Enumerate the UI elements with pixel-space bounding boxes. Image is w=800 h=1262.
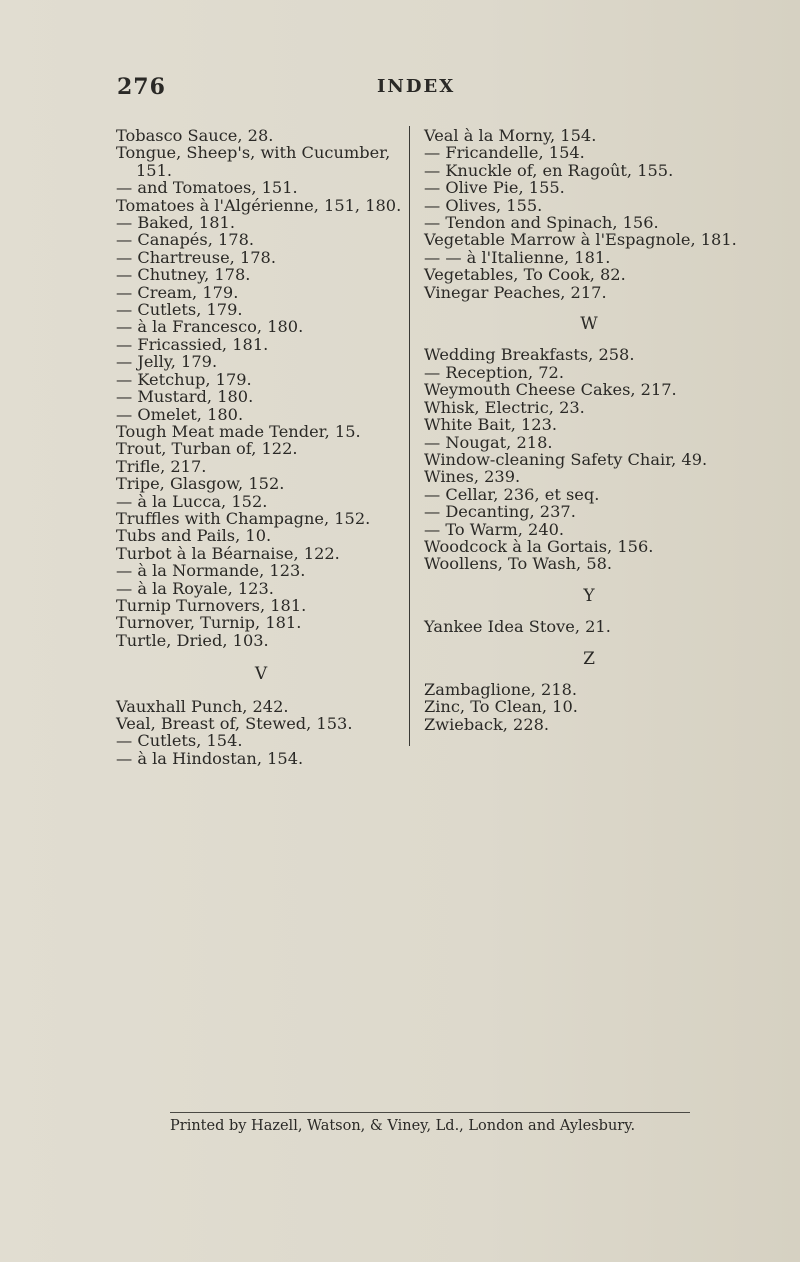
index-entry: Turnover, Turnip, 181. <box>116 613 302 633</box>
index-entry: Yankee Idea Stove, 21. <box>424 617 611 637</box>
index-entry: — Nougat, 218. <box>424 432 553 452</box>
index-entry: Tubs and Pails, 10. <box>116 526 272 546</box>
index-entry: — Decanting, 237. <box>424 502 576 522</box>
column-divider <box>409 126 410 746</box>
index-entry: — Olives, 155. <box>424 195 543 215</box>
index-entry: — — à l'Italienne, 181. <box>424 247 611 267</box>
index-entry: — à la Francesco, 180. <box>116 317 304 337</box>
index-entry: Trout, Turban of, 122. <box>116 439 298 459</box>
index-entry: Tomatoes à l'Algérienne, 151, 180. <box>116 195 402 215</box>
index-entry: Vauxhall Punch, 242. <box>116 696 289 716</box>
index-entry: Tongue, Sheep's, with Cucumber, 151. <box>116 143 391 180</box>
index-entry: Wines, 239. <box>424 467 521 487</box>
index-entry: Window-cleaning Safety Chair, 49. <box>424 449 708 469</box>
index-entry: Trifle, 217. <box>116 456 207 476</box>
index-entry: — Knuckle of, en Ragoût, 155. <box>424 160 674 180</box>
index-entry: — Reception, 72. <box>424 362 564 382</box>
index-entry: Tough Meat made Tender, 15. <box>116 421 361 441</box>
index-entry: Zinc, To Clean, 10. <box>424 697 578 717</box>
index-entry: — Chutney, 178. <box>116 265 251 285</box>
index-entry: Wedding Breakfasts, 258. <box>424 345 635 365</box>
running-head: INDEX <box>377 76 456 97</box>
section-letter: W <box>580 314 598 335</box>
index-entry: Turnip Turnovers, 181. <box>116 595 307 615</box>
index-entry: — Olive Pie, 155. <box>424 178 565 198</box>
page-header <box>0 74 800 104</box>
index-entry: Whisk, Electric, 23. <box>424 397 585 417</box>
index-entry: — Mustard, 180. <box>116 387 254 407</box>
index-entry: Tobasco Sauce, 28. <box>116 126 274 145</box>
index-entry: — Cellar, 236, et seq. <box>424 484 600 504</box>
index-entry: Veal, Breast of, Stewed, 153. <box>116 714 353 733</box>
index-entry: — Cutlets, 154. <box>116 731 243 751</box>
index-entry: Vegetables, To Cook, 82. <box>424 265 626 285</box>
index-entry: Truffles with Champagne, 152. <box>116 508 371 528</box>
section-letter: Y <box>583 585 595 606</box>
index-column-left <box>116 127 406 767</box>
index-entry: — Tendon and Spinach, 156. <box>424 213 659 233</box>
index-entry: — à la Royale, 123. <box>116 578 274 598</box>
index-entry: Woollens, To Wash, 58. <box>424 554 613 574</box>
index-entry: — Omelet, 180. <box>116 404 244 424</box>
index-entry: — Cutlets, 179. <box>116 300 243 320</box>
index-entry: Vinegar Peaches, 217. <box>424 282 607 302</box>
index-entry: — and Tomatoes, 151. <box>116 178 298 198</box>
index-entry: Turtle, Dried, 103. <box>116 630 269 650</box>
printer-imprint: Printed by Hazell, Watson, & Viney, Ld., London and Aylesbury. <box>170 1112 690 1134</box>
page-number: 276 <box>117 74 166 100</box>
index-entry: — Ketchup, 179. <box>116 369 252 389</box>
index-entry: — Baked, 181. <box>116 213 235 233</box>
index-entry: Veal à la Morny, 154. <box>424 126 597 145</box>
index-entry: — à la Hindostan, 154. <box>116 748 304 768</box>
index-entry: Tripe, Glasgow, 152. <box>116 474 285 494</box>
index-entry: — Chartreuse, 178. <box>116 247 277 267</box>
index-entry: Weymouth Cheese Cakes, 217. <box>424 380 677 400</box>
index-entry: Vegetable Marrow à l'Espagnole, 181. <box>424 230 737 250</box>
index-entry: — à la Normande, 123. <box>116 561 306 581</box>
index-entry: — Canapés, 178. <box>116 230 255 250</box>
index-column-right <box>424 127 754 733</box>
index-entry: Woodcock à la Gortais, 156. <box>424 536 654 556</box>
index-entry: — Fricandelle, 154. <box>424 143 585 163</box>
section-letter: Z <box>583 648 595 669</box>
index-entry: — To Warm, 240. <box>424 519 565 539</box>
index-entry: White Bait, 123. <box>424 415 558 435</box>
section-letter: V <box>254 664 268 685</box>
index-entry: Zambaglione, 218. <box>424 679 578 699</box>
index-entry: — Jelly, 179. <box>116 352 218 372</box>
index-entry: — à la Lucca, 152. <box>116 491 268 511</box>
index-entry: — Fricassied, 181. <box>116 334 269 354</box>
index-entry: Zwieback, 228. <box>424 714 550 734</box>
index-entry: Turbot à la Béarnaise, 122. <box>116 543 340 563</box>
index-entry: — Cream, 179. <box>116 282 239 302</box>
